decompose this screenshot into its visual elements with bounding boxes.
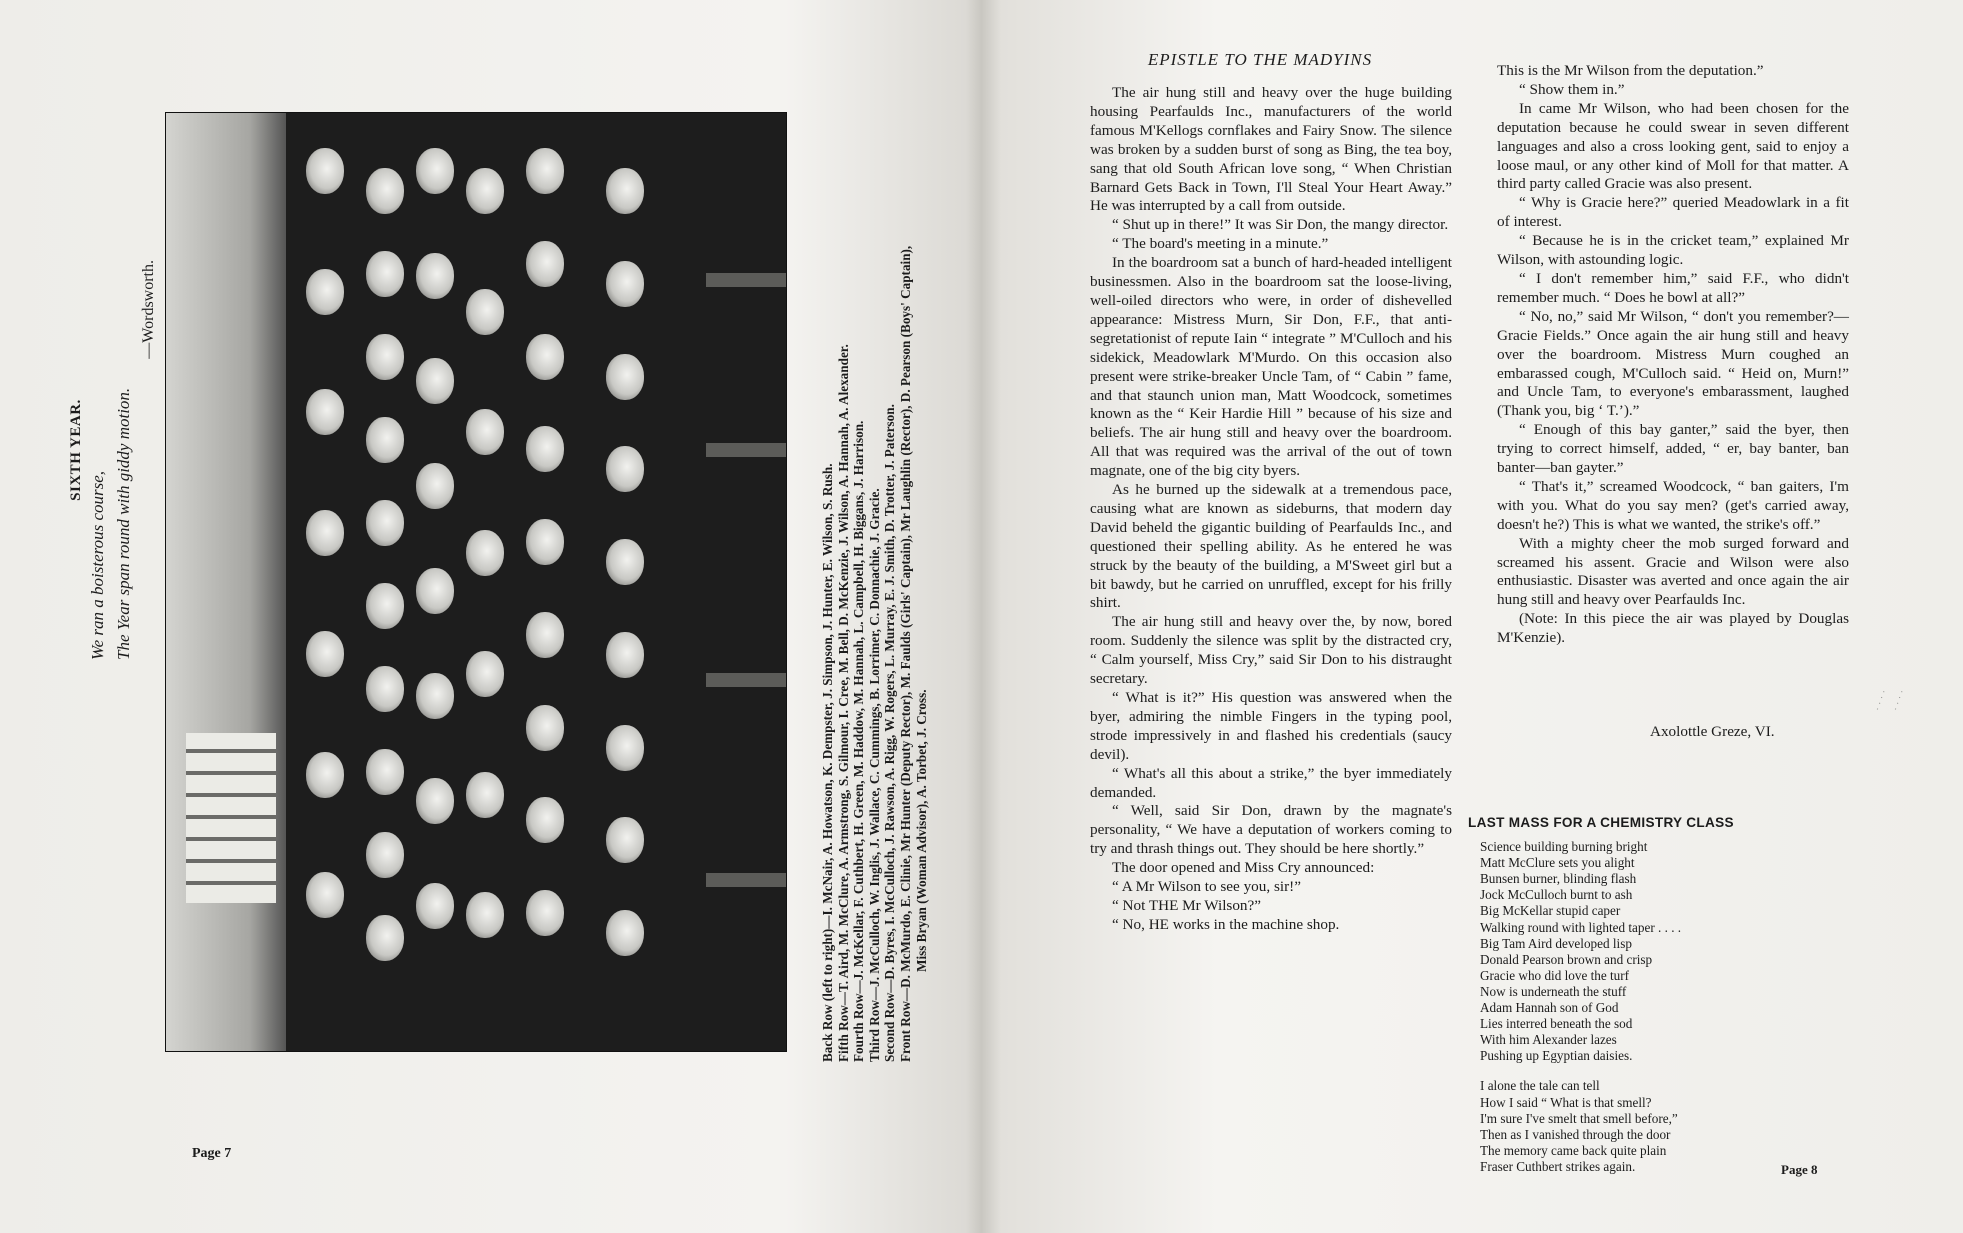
paragraph: “ I don't remember him,” said F.F., who didn't remember much. “ Does he bowl at all?” <box>1497 269 1849 306</box>
paragraph: In came Mr Wilson, who had been chosen for the deputation because he could swear in seven different languages and also a cross looking gent, said to enjoy a loose maul, or any other kind of Moll for that matter. A third party called Gracie was also present. <box>1497 99 1849 193</box>
student-face <box>306 389 344 435</box>
paragraph: “ A Mr Wilson to see you, sir!” <box>1112 878 1301 896</box>
paragraph: “ Not THE Mr Wilson?” <box>1112 896 1261 914</box>
chemistry-poem <box>1468 815 1810 1189</box>
student-face <box>416 673 454 719</box>
photo-chair <box>706 873 786 887</box>
page-number: Page 7 <box>192 1146 232 1161</box>
article-title: EPISTLE TO THE MADYINS <box>1147 50 1373 69</box>
student-face <box>466 772 504 818</box>
student-face <box>366 915 404 961</box>
student-face <box>466 892 504 938</box>
photo-row <box>526 143 564 978</box>
paragraph: The air hung still and heavy over the, by now, bored room. Suddenly the silence was split by the distracted cry, “ Calm yourself, Miss Cry,” said Sir Don to his distraught secretary. <box>1090 613 1452 688</box>
paragraph: “ No, no,” said Mr Wilson, “ don't you remember?—Gracie Fields.” Once again the air hung still and heavy over the boardroom. Mistress Murn coughed an embarassed cough, M'Culloch said. “ Heid on, Murn!” and Uncle Tam, to everyone's embarassment, laughed (Thank you, big ‘ T.’).” <box>1497 307 1849 420</box>
photo-chair <box>706 443 786 457</box>
poem-line: We ran a boisterous course, <box>88 470 107 660</box>
student-face <box>466 530 504 576</box>
student-face <box>306 752 344 798</box>
student-face <box>526 148 564 194</box>
paragraph: “ No, HE works in the machine shop. <box>1112 915 1340 933</box>
paragraph: “ Shut up in there!” It was Sir Don, the mangy director. <box>1112 216 1449 234</box>
paragraph: “ That's it,” screamed Woodcock, “ ban gaiters, I'm with you. What do you say men? (get's carried away, doesn't he?) This is what we wanted, the strike's off.” <box>1497 477 1849 533</box>
student-face <box>526 334 564 380</box>
student-face <box>526 890 564 936</box>
photo-row <box>466 163 504 1008</box>
poem-line: Bunsen burner, blinding flash <box>1480 871 1637 887</box>
paragraph: (Note: In this piece the air was played by Douglas M'Kenzie). <box>1497 610 1849 647</box>
student-face <box>526 519 564 565</box>
student-face <box>306 510 344 556</box>
paragraph: “ The board's meeting in a minute.” <box>1112 235 1329 253</box>
paragraph: The air hung still and heavy over the huge building housing Pearfaulds Inc., manufacturers of the world famous M'Kellogs cornflakes and Fairy Snow. The silence was broken by a sudden burst of song as Bing, the tea boy, sang that old South African love song, “ When Christian Barnard Gets Back in Town, I'll Steal Your Heart Away.” He was interrupted by a call from outside. <box>1090 84 1452 215</box>
paragraph: “ Well, said Sir Don, drawn by the magnate's personality, “ We have a deputation of workers coming to try and thrash things out. They should be here shortly.” <box>1090 802 1452 858</box>
student-face <box>466 289 504 335</box>
paragraph: The door opened and Miss Cry announced: <box>1112 859 1375 877</box>
student-face <box>526 612 564 658</box>
photo-background <box>166 113 286 1051</box>
student-face <box>366 832 404 878</box>
poem-line: Pushing up Egyptian daisies. <box>1480 1048 1633 1064</box>
paragraph: In the boardroom sat a bunch of hard-headed intelligent businessmen. Also in the boardroom sat the loose-living, well-oiled directors who were, in order of dishevelled appearance: Mistress Murn, Sir Don, F.F., that anti-segretationist of repute Iain “ integrate ” M'Culloch and his sidekick, Meadowlark M'Murdo. On this occasion also present were strike-breaker Uncle Tam, of “ Cabin ” fame, and that staunch union man, Matt Woodcock, sometimes known as the “ Keir Hardie Hill ” because of his size and beliefs. The air hung still and heavy over the boardroom. All that was required was the arrival of the out of town magnate, one of the big city byers. <box>1090 254 1452 480</box>
poem-line: The memory came back quite plain <box>1480 1142 1667 1158</box>
photo-row <box>306 143 344 988</box>
caption-line: Miss Bryan (Woman Advisor), A. Torbet, J. Cross. <box>913 689 929 972</box>
poem-heading: SIXTH YEAR. <box>68 399 84 501</box>
poem-line: Adam Hannah son of God <box>1480 1000 1619 1016</box>
article-column-1 <box>1090 84 1452 935</box>
poem-line: Donald Pearson brown and crisp <box>1480 951 1653 967</box>
photo-chair <box>706 273 786 287</box>
student-face <box>606 354 644 400</box>
paragraph: “ What's all this about a strike,” the byer immediately demanded. <box>1090 764 1452 801</box>
paragraph: “ What is it?” His question was answered when the byer, admiring the nimble Fingers in the typing pool, strode impressively in and flashed his credentials (saucy devil). <box>1090 689 1452 763</box>
poem-line: Big McKellar stupid caper <box>1480 903 1621 919</box>
student-face <box>416 883 454 929</box>
student-face <box>416 148 454 194</box>
student-face <box>466 651 504 697</box>
paragraph: With a mighty cheer the mob surged forward and screamed his assent. Gracie and Wilson were also enthusiastic. Disaster was averted and once again the air hung still and heavy over Pearfaulds Inc. <box>1497 534 1849 609</box>
poem-line: Now is underneath the stuff <box>1480 983 1627 999</box>
student-face <box>526 797 564 843</box>
student-face <box>306 148 344 194</box>
caption-line: Third Row—J. McCulloch, W. Inglis, J. Wallace, C. Cummings, B. Lorrimer, C. Donnachie, J. Gracie. <box>866 488 882 1062</box>
student-face <box>366 666 404 712</box>
article-column-2 <box>1497 62 1849 648</box>
student-face <box>306 269 344 315</box>
class-photo <box>165 112 787 1052</box>
student-face <box>416 358 454 404</box>
poem-line: Big Tam Aird developed lisp <box>1480 935 1632 951</box>
poem-title: LAST MASS FOR A CHEMISTRY CLASS <box>1468 815 1734 830</box>
poem-line: Walking round with lighted taper . . . . <box>1480 919 1682 935</box>
student-face <box>416 463 454 509</box>
student-face <box>306 631 344 677</box>
student-face <box>466 168 504 214</box>
student-face <box>366 334 404 380</box>
poem-line: The Year span round with giddy motion. <box>114 387 133 660</box>
caption-line: Front Row—D. McMurdo, E. Clinie, Mr Hunter (Deputy Rector), M. Faulds (Girls' Captain), Mr Laughlin (Rector), D. Pearson (Boys' Captain), <box>897 245 913 1062</box>
caption-line: Fifth Row—T. Aird, M. McClure, A. Armstrong, S. Gilmour, I. Cree, M. Bell, D. McKenzie, J. Wilson, A. Hannah, A. Alexander. <box>835 344 851 1062</box>
student-face <box>606 817 644 863</box>
student-face <box>526 241 564 287</box>
student-face <box>416 568 454 614</box>
poem-line: I'm sure I've smelt that smell before,” <box>1480 1110 1678 1126</box>
student-face <box>606 725 644 771</box>
photo-window <box>186 733 276 903</box>
student-face <box>366 583 404 629</box>
article-signature: Axolottle Greze, VI. <box>1650 723 1775 740</box>
student-face <box>606 632 644 678</box>
student-face <box>606 910 644 956</box>
poem-stanza <box>1480 1078 1810 1175</box>
photo-caption <box>820 102 929 1062</box>
poem-line: I alone the tale can tell <box>1480 1078 1600 1094</box>
paragraph: “ Because he is in the cricket team,” explained Mr Wilson, with astounding logic. <box>1497 232 1849 269</box>
caption-line: Second Row—D. Byres, I. McCulloch, J. Rawson, A. Rigg, W. Rogers, L. Murray, E. J. Smith, D. Trotter, J. Paterson. <box>882 404 898 1062</box>
student-face <box>306 872 344 918</box>
poem-line: Fraser Cuthbert strikes again. <box>1480 1158 1636 1174</box>
poem-line: Gracie who did love the turf <box>1480 967 1630 983</box>
student-face <box>366 500 404 546</box>
paragraph: This is the Mr Wilson from the deputation.” <box>1497 62 1764 79</box>
photo-row <box>606 163 644 998</box>
poem-line: Matt McClure sets you alight <box>1480 855 1635 871</box>
poem-line: Jock McCulloch burnt to ash <box>1480 887 1633 903</box>
poem-line: Then as I vanished through the door <box>1480 1126 1671 1142</box>
poem-line: Science building burning bright <box>1480 839 1648 855</box>
poem-stanza <box>1480 839 1810 1064</box>
student-face <box>466 409 504 455</box>
caption-line: Back Row (left to right)—I. McNair, A. Howatson, K. Dempster, J. Simpson, J. Hunter, E. Wilson, S. Rush. <box>820 463 835 1062</box>
ink-stamp-mark: · · · · · · · · <box>1871 688 1908 713</box>
page-number: Page 8 <box>1781 1162 1818 1177</box>
poem-line: With him Alexander lazes <box>1480 1032 1617 1048</box>
sixth-year-poem <box>68 240 161 660</box>
poem-attribution: —Wordsworth. <box>140 260 157 359</box>
student-face <box>526 705 564 751</box>
student-face <box>526 426 564 472</box>
student-face <box>366 251 404 297</box>
student-face <box>366 417 404 463</box>
student-face <box>416 778 454 824</box>
caption-line: Fourth Row—J. McKellar, F. Cuthbert, H. Green, M. Haddow, M. Hannah, L. Campbell, H. Biggans, J. Harrison. <box>851 420 867 1062</box>
student-face <box>606 261 644 307</box>
student-face <box>366 168 404 214</box>
photo-chair <box>706 673 786 687</box>
paragraph: “ Enough of this bay ganter,” said the byer, then trying to correct himself, added, “ er, bay banter, ban banter—ban gayter.” <box>1497 421 1849 477</box>
student-face <box>606 168 644 214</box>
student-face <box>416 253 454 299</box>
paragraph: “ Show them in.” <box>1519 80 1625 98</box>
student-face <box>606 446 644 492</box>
page-7 <box>0 0 980 1233</box>
photo-row <box>366 163 404 993</box>
paragraph: “ Why is Gracie here?” queried Meadowlark in a fit of interest. <box>1497 194 1849 231</box>
poem-line: How I said “ What is that smell? <box>1480 1094 1652 1110</box>
student-face <box>606 539 644 585</box>
paragraph: As he burned up the sidewalk at a tremendous pace, causing what are known as sideburns, that modern day David beheld the gigantic building of Pearfaulds Inc., and questioned their spelling ability. As he entered he was struck by the beauty of the building, a M'Sweet girl but a bit bawdy, but he carried on unruffled, except for his frilly shirt. <box>1090 481 1452 612</box>
student-face <box>366 749 404 795</box>
photo-row <box>416 143 454 983</box>
poem-line: Lies interred beneath the sod <box>1480 1016 1633 1032</box>
